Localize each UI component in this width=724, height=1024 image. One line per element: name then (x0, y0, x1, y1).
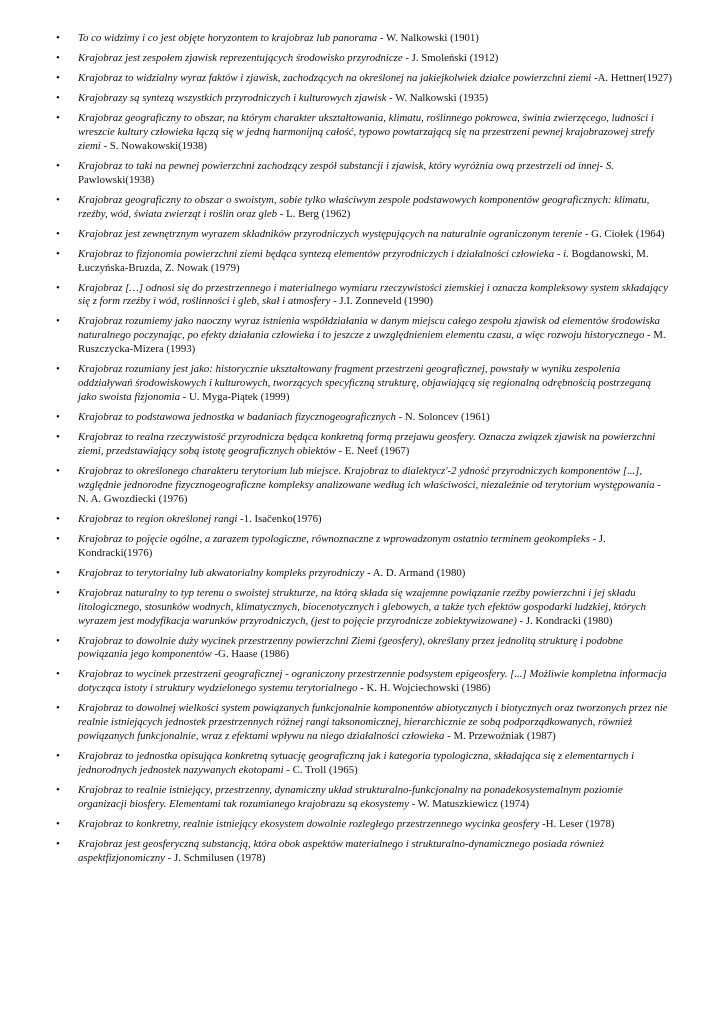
definition-quote: Krajobraz rozumiemy jako naoczny wyraz istnienia współdziałania w danym miejscu całego zespołu zjawisk od elementów środowiska naturalnego poczynając, po efekty działania człowieka i to jeszcze z uwzględnieniem elementu czasu, a więc rozwoju historycznego (78, 315, 660, 342)
definition-author: - J.I. Zonneveld (1990) (330, 295, 433, 308)
definition-item (56, 784, 672, 812)
definition-quote: Krajobraz jest zespołem zjawisk reprezentujących środowisko przyrodnicze (78, 52, 403, 64)
definition-author: - W. Matuszkiewicz (1974) (408, 797, 530, 810)
definition-item (56, 32, 672, 46)
definition-quote: Krajobraz geograficzny to obszar o swoistym, sobie tylko właściwym zespole podstawowych komponentów geograficznych: klimatu, rzeźby, wód, świata zwierząt i roślin oraz gleb (78, 193, 650, 220)
definition-item (56, 248, 672, 276)
definition-quote: Krajobraz to pojęcie ogólne, a zarazem typologiczne, równoznaczne z wprowadzonym ostatnio terminem geokompleks (78, 532, 590, 545)
definition-item (56, 160, 672, 188)
definition-author: -1. Isačenko(1976) (237, 512, 322, 525)
definition-quote: Krajobraz to wycinek przestrzeni geograficznej - ograniczony przestrzennie podsystem epigeosfery. [...] Możliwie kompletna informacja dotycząca istoty i struktury wydzielonego systemu terytorialnego (78, 668, 667, 695)
definition-quote: Krajobraz to realnie istniejący, przestrzenny, dynamiczny układ strukturalno-funkcjonalny na ponadekosystemalnym poziomie organizacji biosfery. Elementami tak rozumianego krajobrazu są ekosystemy (78, 784, 623, 810)
definition-quote: Krajobraz to realna rzeczywistość przyrodnicza będąca konkretną formą przejawu geosfery. Oznacza związek zjawisk na powierzchni ziemi, przedstawiający sobą istotę geograficznych obiektów (78, 431, 656, 457)
definition-item (56, 838, 672, 866)
definition-quote: Krajobraz […] odnosi się do przestrzennego i materialnego wymiaru rzeczywistości ziemskiej i oznacza kompleksowy system składający się z form rzeźby i wód, roślinności i gleb, skał i atmosfery (78, 281, 668, 308)
definition-item (56, 112, 672, 154)
definition-quote: Krajobraz to region określonej rangi (78, 512, 238, 525)
definition-author: Pawlowski(1938) (78, 173, 155, 186)
definition-author: - N. A. Gwozdiecki (1976) (78, 478, 661, 505)
definition-author: - K. H. Wojciechowski (1986) (357, 682, 491, 695)
definition-item (56, 411, 672, 425)
definition-item (56, 92, 672, 106)
definition-item (56, 194, 672, 222)
definition-item (56, 315, 672, 357)
definition-author: - S. Nowakowski(1938) (100, 139, 207, 152)
definition-item (56, 533, 672, 561)
definition-item (56, 72, 672, 86)
definition-quote: Krajobraz to dowolnie duży wycinek przestrzenny powierzchni Ziemi (geosfery), określany przez jednolitą strukturę i podobne powiązania jego komponentów (78, 634, 624, 661)
definition-quote: Krajobraz jest zewnętrznym wyrazem składników przyrodniczych występujących na naturalnie ograniczonym terenie (78, 227, 583, 240)
definition-item (56, 431, 672, 459)
definition-quote: Krajobraz to konkretny, realnie istniejący ekosystem dowolnie rozległego przestrzennego wycinka geosfery (78, 817, 540, 830)
definition-author: - C. Troll (1965) (283, 764, 358, 777)
definition-quote: Krajobraz to dowolnej wielkości system powiązanych funkcjonalnie komponentów abiotycznych i biotycznych oraz tworzonych przez nie realnie istniejących jednostek przestrzennych różnej rangi taksonomicznej, hierarchicznie ze sobą podporządkowanych, również powiązanych funkcjonalnie, wraz z efektami wpływu na niego działalności człowieka (78, 702, 668, 743)
definition-list (56, 32, 672, 866)
definition-item (56, 228, 672, 242)
definition-author: - J. Smoleński (1912) (402, 52, 499, 64)
definition-author: - E. Neef (1967) (335, 444, 410, 457)
definition-item (56, 363, 672, 405)
definition-item (56, 668, 672, 696)
definition-author: -A. Hettner(1927) (591, 72, 672, 84)
definition-item (56, 702, 672, 744)
definition-item (56, 465, 672, 507)
definition-author: - A. D. Armand (1980) (364, 566, 466, 579)
definition-author: - J. Schmilusen (1978) (164, 851, 266, 864)
definition-author: - U. Myga-Piątek (1999) (179, 391, 290, 404)
definition-item (56, 282, 672, 310)
definition-quote: Krajobraz geograficzny to obszar, na którym charakter ukształtowania, klimatu, roślinnego pokrowca, świnia zwierzęcego, ludności i wreszcie kultury człowieka łączą się w jedną harmonijną całość, typowo powtarzającą się na przestrzeni pewnej krajobrazowej strefy ziemi (78, 112, 655, 152)
definition-author: Bogdanowski, M. Łuczyńska-Bruzda, Z. Nowak (1979) (78, 247, 649, 274)
definition-quote: Krajobraz to jednostka opisująca konkretną sytuację geograficzną jak i kategoria typologiczna, składająca się z elementarnych i jednorodnych jednostek nazywanych ekotopami (78, 750, 635, 777)
definition-author: - J. Kondracki (1980) (516, 614, 613, 627)
definition-item (56, 52, 672, 66)
definition-item (56, 567, 672, 581)
definition-item (56, 750, 672, 778)
definition-quote: Krajobraz rozumiany jest jako: historycznie ukształtowany fragment przestrzeni geograficznej, powstały w wyniku zespolenia oddziaływań środowiskowych i kulturowych, tworzących specyficzną strukturę, objawiającą się regionalną odrębnością postrzeganą jako swoista fizjonomia (78, 363, 652, 404)
definition-item (56, 818, 672, 832)
definition-quote: Krajobraz to określonego charakteru terytorium lub miejsce. Krajobraz to dialektycz'-2 ydność przyrodniczych komponentów [...], względnie jednorodne fizycznogeograficzne kompleksy analizowane według ich właściwości, niezależnie od terytorium występowania (78, 464, 655, 491)
definition-item (56, 635, 672, 663)
definition-author: - W. Nalkowski (1901) (377, 32, 479, 44)
definition-quote: Krajobrazy są syntezą wszystkich przyrodniczych i kulturowych zjawisk (78, 92, 387, 104)
definition-quote: Krajobraz to terytorialny lub akwatorialny kompleks przyrodniczy (78, 566, 365, 579)
definition-quote: Krajobraz to fizjonomia powierzchni ziemi będąca syntezą elementów przyrodniczych i działalności człowieka - i. (78, 247, 569, 260)
definition-quote: Krajobraz to taki na pewnej powierzchni zachodzący zespół substancji i zjawisk, który wyróżnia ową przestrzeli od innej- S. (78, 159, 614, 172)
definition-author: - L. Berg (1962) (277, 207, 351, 220)
definition-item (56, 587, 672, 629)
definition-author: - G. Ciołek (1964) (582, 227, 665, 240)
definition-quote: Krajobraz jest geosferyczną substancją, która obok aspektów materialnego i strukturalno-dynamicznego posiada również aspektfizjonomiczny (78, 837, 605, 864)
definition-quote: To co widzimy i co jest objęte horyzontem to krajobraz lub panorama (78, 32, 378, 44)
definition-author: -G. Haase (1986) (211, 648, 290, 661)
definition-author: - J. Kondracki(1976) (78, 532, 606, 559)
definition-quote: Krajobraz to widzialny wyraz faktów i zjawisk, zachodzących na określonej na jakiejkolwiek działce powierzchni ziemi (78, 72, 592, 84)
definition-author: - N. Soloncev (1961) (395, 411, 490, 424)
definition-quote: Krajobraz to podstawowa jednostka w badaniach fizycznogeograficznych (78, 411, 396, 424)
definition-author: - W. Nalkowski (1935) (386, 92, 489, 104)
definition-author: - M. Ruszczycka-Mizera (1993) (78, 329, 666, 356)
definition-quote: Krajobraz naturalny to typ terenu o swoistej strukturze, na którą składa się wzajemne powiązanie rzeźby powierzchni i jej składu litologicznego, stosunków wodnych, klimatycznych, biocenotycznych i glebowych, a także tych efektów gospodarki ludzkiej, których wyrazem jest modyfikacja warunków przyrodniczych, (jest to pojęcie przyrodnicze zobiektywizowane) (78, 586, 646, 627)
definition-item (56, 513, 672, 527)
definition-author: - M. Przewoźniak (1987) (444, 730, 556, 743)
definition-author: -H. Leser (1978) (539, 817, 615, 830)
